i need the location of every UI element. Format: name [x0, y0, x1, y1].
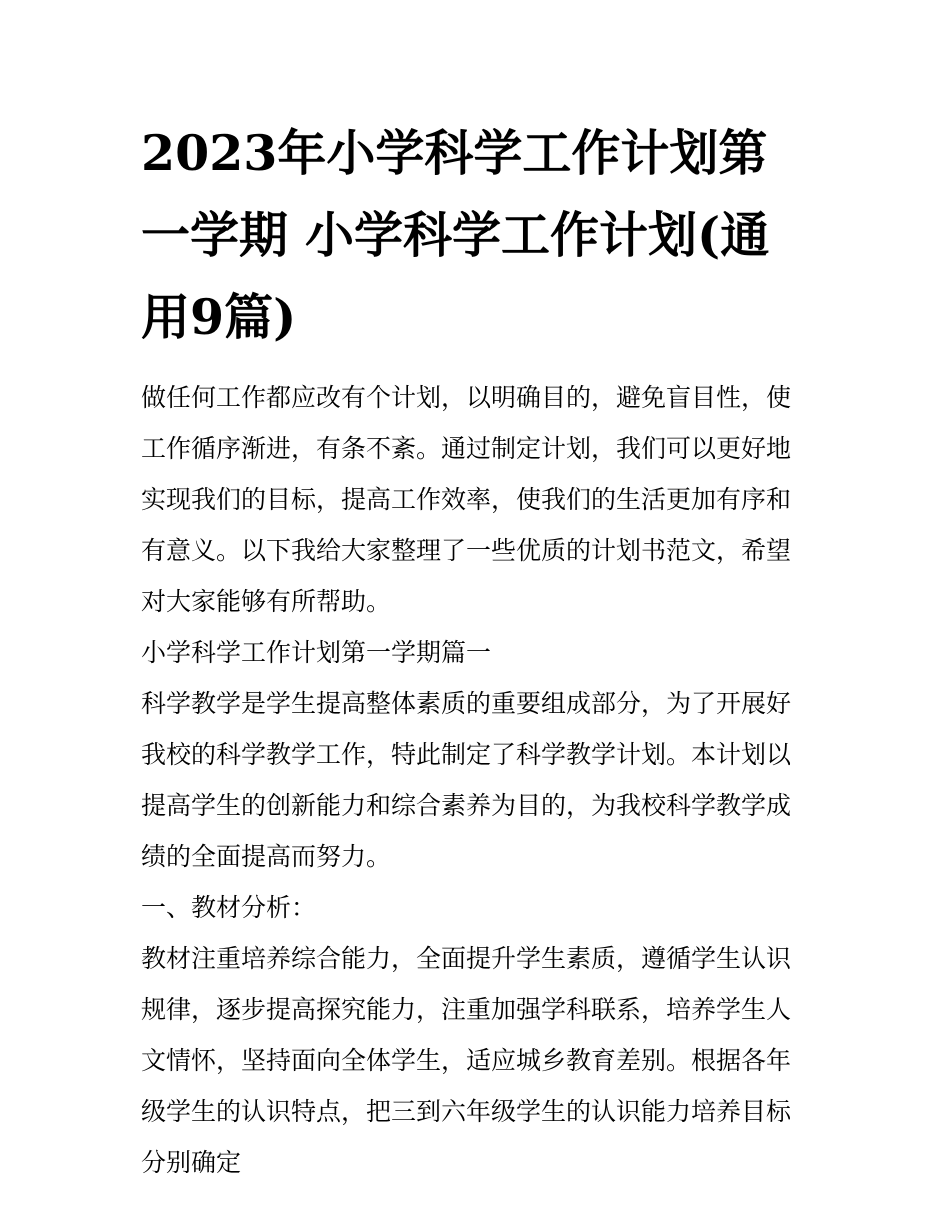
- paragraph-part-one-intro: 科学教学是学生提高整体素质的重要组成部分，为了开展好我校的科学教学工作，特此制定了科学教学计划。本计划以提高学生的创新能力和综合素养为目的，为我校科学教学成绩的全面提高而努力。: [141, 689, 792, 871]
- paragraph-textbook-analysis: 教材注重培养综合能力，全面提升学生素质，遵循学生认识规律，逐步提高探究能力，注重加强学科联系，培养学生人文情怀，坚持面向全体学生，适应城乡教育差别。根据各年级学生的认识特点，把三到六年级学生的认识能力培养目标分别确定: [141, 944, 792, 1177]
- document-content: [141, 112, 813, 1188]
- subheading-textbook-analysis: 一、教材分析：: [141, 893, 317, 922]
- document-title: 2023年小学科学工作计划第一学期 小学科学工作计划(通用9篇): [141, 124, 770, 346]
- section-heading-part-one: 小学科学工作计划第一学期篇一: [141, 638, 492, 667]
- document-body: [141, 372, 813, 1188]
- paragraph-intro: 做任何工作都应改有个计划，以明确目的，避免盲目性，使工作循序渐进，有条不紊。通过制定计划，我们可以更好地实现我们的目标，提高工作效率，使我们的生活更加有序和有意义。以下我给大家整理了一些优质的计划书范文，希望对大家能够有所帮助。: [141, 383, 792, 616]
